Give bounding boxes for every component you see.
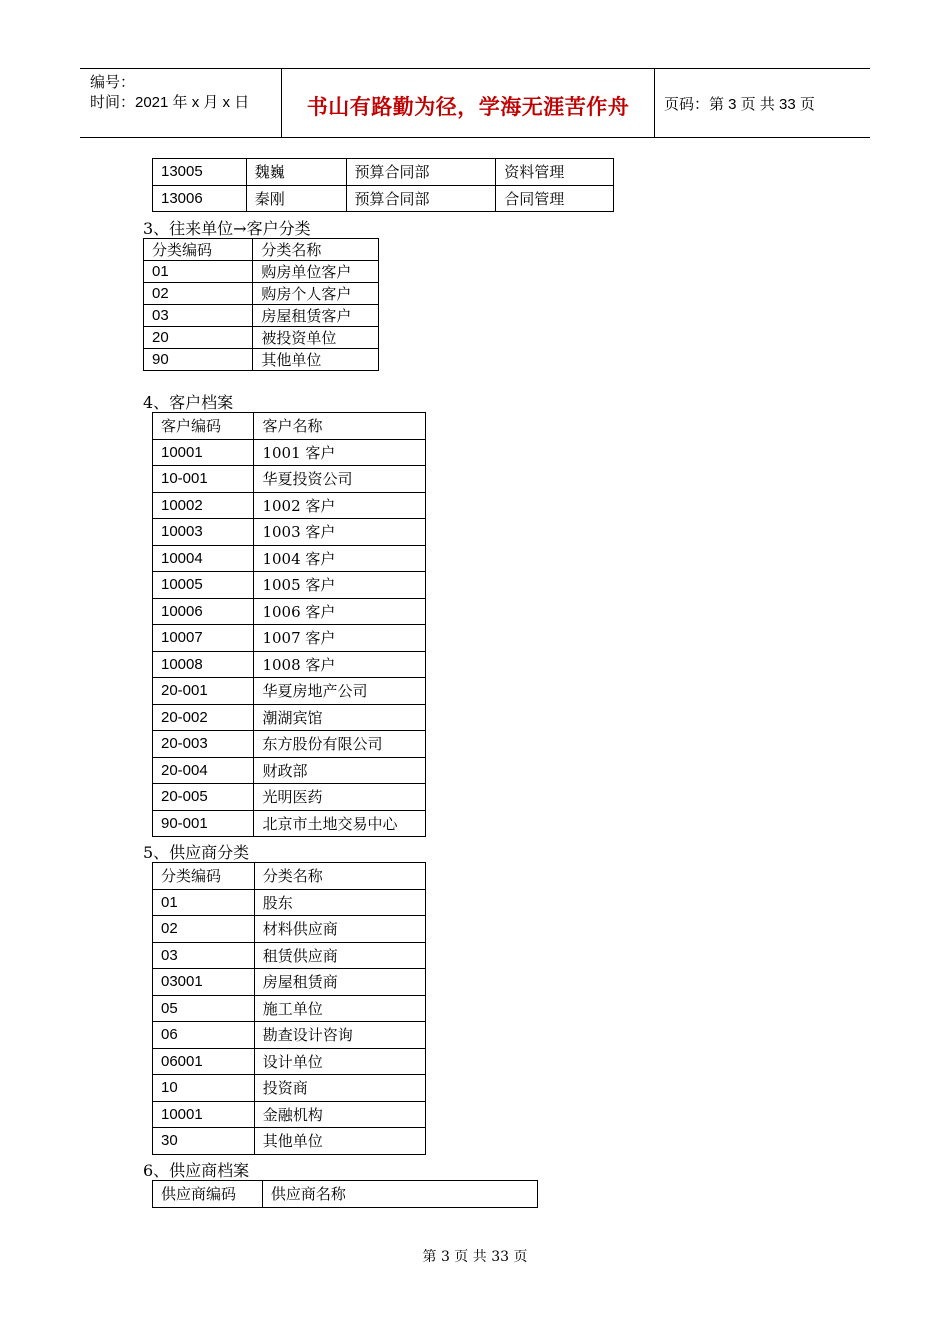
table-cell: 金融机构 <box>254 1101 425 1128</box>
table-cell: 魏巍 <box>246 159 346 186</box>
table-cell: 设计单位 <box>254 1048 425 1075</box>
column-header: 分类名称 <box>254 863 425 890</box>
table-cell: 02 <box>144 283 253 305</box>
table-cell: 租赁供应商 <box>254 942 425 969</box>
table-cell: 20-004 <box>153 757 254 784</box>
table-row <box>153 678 426 705</box>
column-header: 供应商名称 <box>262 1181 537 1208</box>
table-cell: 02 <box>153 916 255 943</box>
table-row <box>153 545 426 572</box>
number-label: 编号： <box>90 74 136 91</box>
table-cell: 20-002 <box>153 704 254 731</box>
table-cell: 股东 <box>254 889 425 916</box>
table-row <box>153 439 426 466</box>
table-cell: 资料管理 <box>496 159 614 186</box>
table-row <box>144 327 379 349</box>
table-cell: 潮湖宾馆 <box>254 704 426 731</box>
table-row <box>144 349 379 371</box>
table-cell: 预算合同部 <box>346 159 496 186</box>
table-cell: 20 <box>144 327 253 349</box>
table-cell: 合同管理 <box>496 185 614 212</box>
table-row <box>153 969 426 996</box>
table-cell: 财政部 <box>254 757 426 784</box>
table-cell: 13005 <box>153 159 247 186</box>
table-cell: 华夏房地产公司 <box>254 678 426 705</box>
table-cell: 东方股份有限公司 <box>254 731 426 758</box>
table-cell: 06 <box>153 1022 255 1049</box>
table-row <box>153 492 426 519</box>
table-row <box>153 784 426 811</box>
section-heading: 6、供应商档案 <box>143 1161 250 1180</box>
table-header-row <box>144 239 379 261</box>
table-row <box>153 810 426 837</box>
table-row <box>153 995 426 1022</box>
table-cell: 1005 客户 <box>254 572 426 599</box>
supplier-archive-table <box>152 1180 538 1208</box>
table-cell: 06001 <box>153 1048 255 1075</box>
table-row <box>153 651 426 678</box>
column-header: 分类名称 <box>253 239 379 261</box>
table-cell: 20-001 <box>153 678 254 705</box>
table-row <box>144 261 379 283</box>
table-cell: 秦刚 <box>246 185 346 212</box>
table-row <box>153 625 426 652</box>
table-row <box>153 916 426 943</box>
table-cell: 05 <box>153 995 255 1022</box>
customer-category-table <box>143 238 379 371</box>
table-cell: 勘查设计咨询 <box>254 1022 425 1049</box>
page-header <box>80 68 870 138</box>
table-cell: 20-003 <box>153 731 254 758</box>
table-row <box>153 466 426 493</box>
table-cell: 房屋租赁客户 <box>253 305 379 327</box>
table-cell: 90-001 <box>153 810 254 837</box>
table-row <box>153 731 426 758</box>
table-cell: 北京市土地交易中心 <box>254 810 426 837</box>
time-label: 时间：2021 年 x 月 x 日 <box>90 94 250 111</box>
table-cell: 01 <box>153 889 255 916</box>
column-header: 分类编码 <box>153 863 255 890</box>
table-row <box>153 185 614 212</box>
customer-archive-table <box>152 412 426 837</box>
header-divider <box>654 69 655 137</box>
table-cell: 03001 <box>153 969 255 996</box>
table-cell: 1004 客户 <box>254 545 426 572</box>
table-row <box>153 1022 426 1049</box>
table-cell: 20-005 <box>153 784 254 811</box>
table-row <box>153 757 426 784</box>
column-header: 供应商编码 <box>153 1181 263 1208</box>
column-header: 分类编码 <box>144 239 253 261</box>
table-cell: 10001 <box>153 439 254 466</box>
table-cell: 其他单位 <box>253 349 379 371</box>
table-cell: 预算合同部 <box>346 185 496 212</box>
table-cell: 10007 <box>153 625 254 652</box>
section-heading: 3、往来单位→客户分类 <box>143 219 311 238</box>
table-cell: 10 <box>153 1075 255 1102</box>
table-cell: 其他单位 <box>254 1128 425 1155</box>
table-row <box>153 1048 426 1075</box>
page-footer: 第 3 页 共 33 页 <box>422 1249 528 1265</box>
table-cell: 投资商 <box>254 1075 425 1102</box>
table-cell: 10002 <box>153 492 254 519</box>
table-row <box>153 572 426 599</box>
table-cell: 10006 <box>153 598 254 625</box>
table-row <box>153 598 426 625</box>
table-cell: 1002 客户 <box>254 492 426 519</box>
table-cell: 10003 <box>153 519 254 546</box>
table-cell: 90 <box>144 349 253 371</box>
table-cell: 1008 客户 <box>254 651 426 678</box>
table-cell: 01 <box>144 261 253 283</box>
section-heading: 4、客户档案 <box>143 393 234 412</box>
table-cell: 10004 <box>153 545 254 572</box>
table-cell: 1001 客户 <box>254 439 426 466</box>
table-row <box>153 704 426 731</box>
table-row <box>144 305 379 327</box>
table-row <box>153 942 426 969</box>
table-cell: 10005 <box>153 572 254 599</box>
table-header-row <box>153 413 426 440</box>
table-row <box>153 889 426 916</box>
table-header-row <box>153 863 426 890</box>
table-cell: 1007 客户 <box>254 625 426 652</box>
table-cell: 施工单位 <box>254 995 425 1022</box>
table-cell: 1003 客户 <box>254 519 426 546</box>
table-cell: 材料供应商 <box>254 916 425 943</box>
table-cell: 华夏投资公司 <box>254 466 426 493</box>
table-cell: 房屋租赁商 <box>254 969 425 996</box>
column-header: 客户编码 <box>153 413 254 440</box>
table-cell: 03 <box>153 942 255 969</box>
table-cell: 被投资单位 <box>253 327 379 349</box>
table-row <box>153 1128 426 1155</box>
table-header-row <box>153 1181 538 1208</box>
staff-table <box>152 158 614 212</box>
table-cell: 光明医药 <box>254 784 426 811</box>
table-row <box>153 519 426 546</box>
table-cell: 10001 <box>153 1101 255 1128</box>
table-cell: 03 <box>144 305 253 327</box>
table-cell: 13006 <box>153 185 247 212</box>
table-row <box>144 283 379 305</box>
table-row <box>153 159 614 186</box>
table-cell: 30 <box>153 1128 255 1155</box>
table-row <box>153 1101 426 1128</box>
column-header: 客户名称 <box>254 413 426 440</box>
table-cell: 购房个人客户 <box>253 283 379 305</box>
supplier-category-table <box>152 862 426 1155</box>
header-page-info: 页码：第 3 页 共 33 页 <box>664 96 815 113</box>
table-cell: 购房单位客户 <box>253 261 379 283</box>
header-meta <box>90 73 249 113</box>
table-cell: 1006 客户 <box>254 598 426 625</box>
table-cell: 10008 <box>153 651 254 678</box>
table-row <box>153 1075 426 1102</box>
table-cell: 10-001 <box>153 466 254 493</box>
section-heading: 5、供应商分类 <box>143 843 250 862</box>
header-motto: 书山有路勤为径，学海无涯苦作舟 <box>306 96 630 119</box>
